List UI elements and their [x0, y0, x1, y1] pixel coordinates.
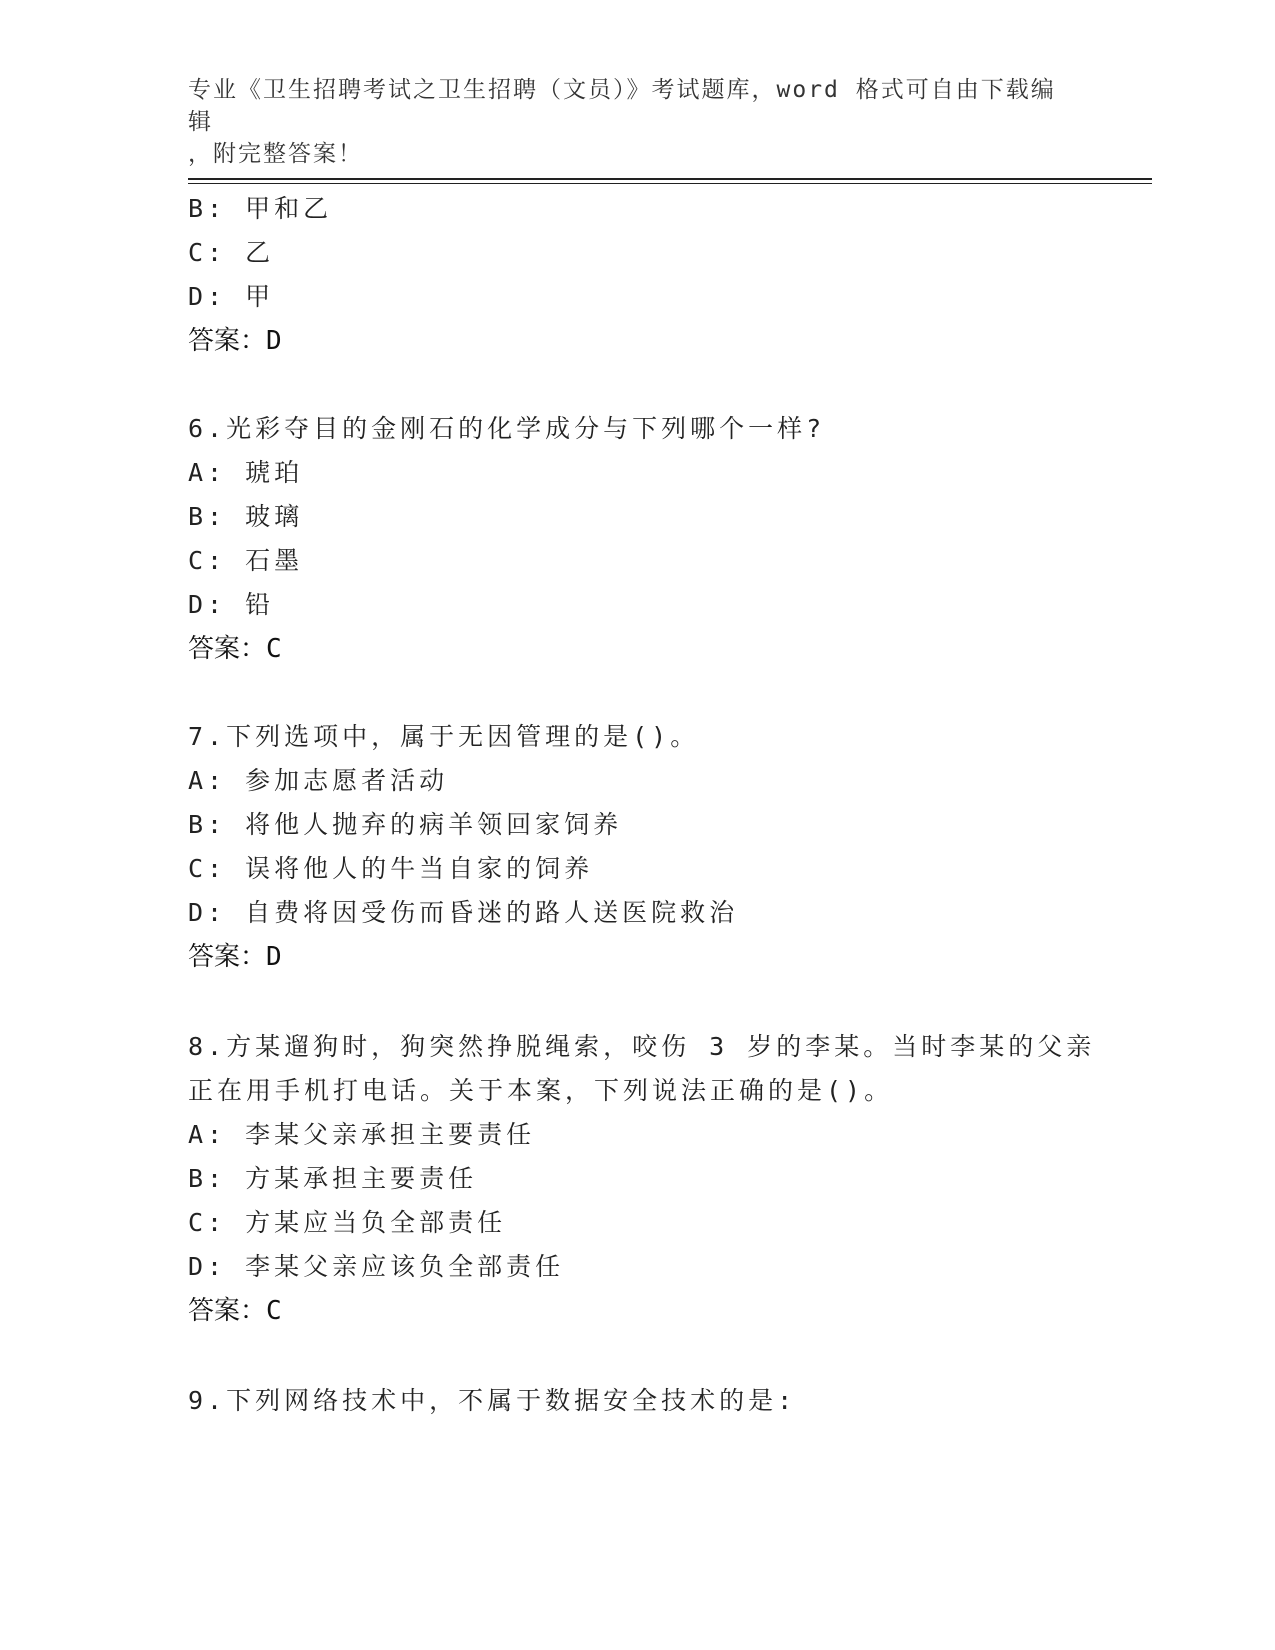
question-8-stem-line-2: 正在用手机打电话。关于本案，下列说法正确的是()。 — [188, 1076, 894, 1105]
answer-value: D — [266, 326, 282, 356]
question-6-option-c: C: 石墨 — [188, 546, 304, 575]
header-divider-thin — [188, 183, 1152, 184]
question-6-option-a: A: 琥珀 — [188, 458, 304, 487]
answer-label: 答案： — [188, 634, 267, 664]
question-6-answer — [188, 632, 282, 666]
answer-label: 答案： — [188, 942, 267, 972]
question-7-option-b: B: 将他人抛弃的病羊领回家饲养 — [188, 810, 623, 839]
answer-value: D — [266, 942, 282, 972]
option-c: C: 乙 — [188, 238, 275, 267]
option-d: D: 甲 — [188, 282, 275, 311]
header-line-2: ，附完整答案！ — [188, 141, 363, 167]
question-8-stem-line-1: 8.方某遛狗时，狗突然挣脱绳索，咬伤 3 岁的李某。当时李某的父亲 — [188, 1032, 1096, 1061]
question-8-answer — [188, 1294, 282, 1328]
question-8-option-b: B: 方某承担主要责任 — [188, 1164, 478, 1193]
question-7-option-d: D: 自费将因受伤而昏迷的路人送医院救治 — [188, 898, 739, 927]
question-6-option-b: B: 玻璃 — [188, 502, 304, 531]
header-divider-thick — [188, 178, 1152, 180]
question-7-option-c: C: 误将他人的牛当自家的饲养 — [188, 854, 594, 883]
answer-value: C — [266, 634, 282, 664]
answer-label: 答案： — [188, 1296, 267, 1326]
answer-value: C — [266, 1296, 282, 1326]
question-8-option-c: C: 方某应当负全部责任 — [188, 1208, 507, 1237]
question-7-answer — [188, 940, 282, 974]
header-line-1: 专业《卫生招聘考试之卫生招聘（文员）》考试题库，word 格式可自由下载编辑 — [188, 77, 1056, 135]
question-6-stem: 6.光彩夺目的金刚石的化学成分与下列哪个一样? — [188, 414, 826, 443]
option-b: B: 甲和乙 — [188, 194, 333, 223]
document-header — [188, 74, 1068, 170]
question-6-option-d: D: 铅 — [188, 590, 275, 619]
answer-line — [188, 324, 282, 358]
question-7-option-a: A: 参加志愿者活动 — [188, 766, 449, 795]
question-9-stem: 9.下列网络技术中，不属于数据安全技术的是: — [188, 1386, 797, 1415]
answer-label: 答案： — [188, 326, 267, 356]
question-8-option-d: D: 李某父亲应该负全部责任 — [188, 1252, 565, 1281]
question-8-option-a: A: 李某父亲承担主要责任 — [188, 1120, 536, 1149]
question-7-stem: 7.下列选项中，属于无因管理的是()。 — [188, 722, 700, 751]
